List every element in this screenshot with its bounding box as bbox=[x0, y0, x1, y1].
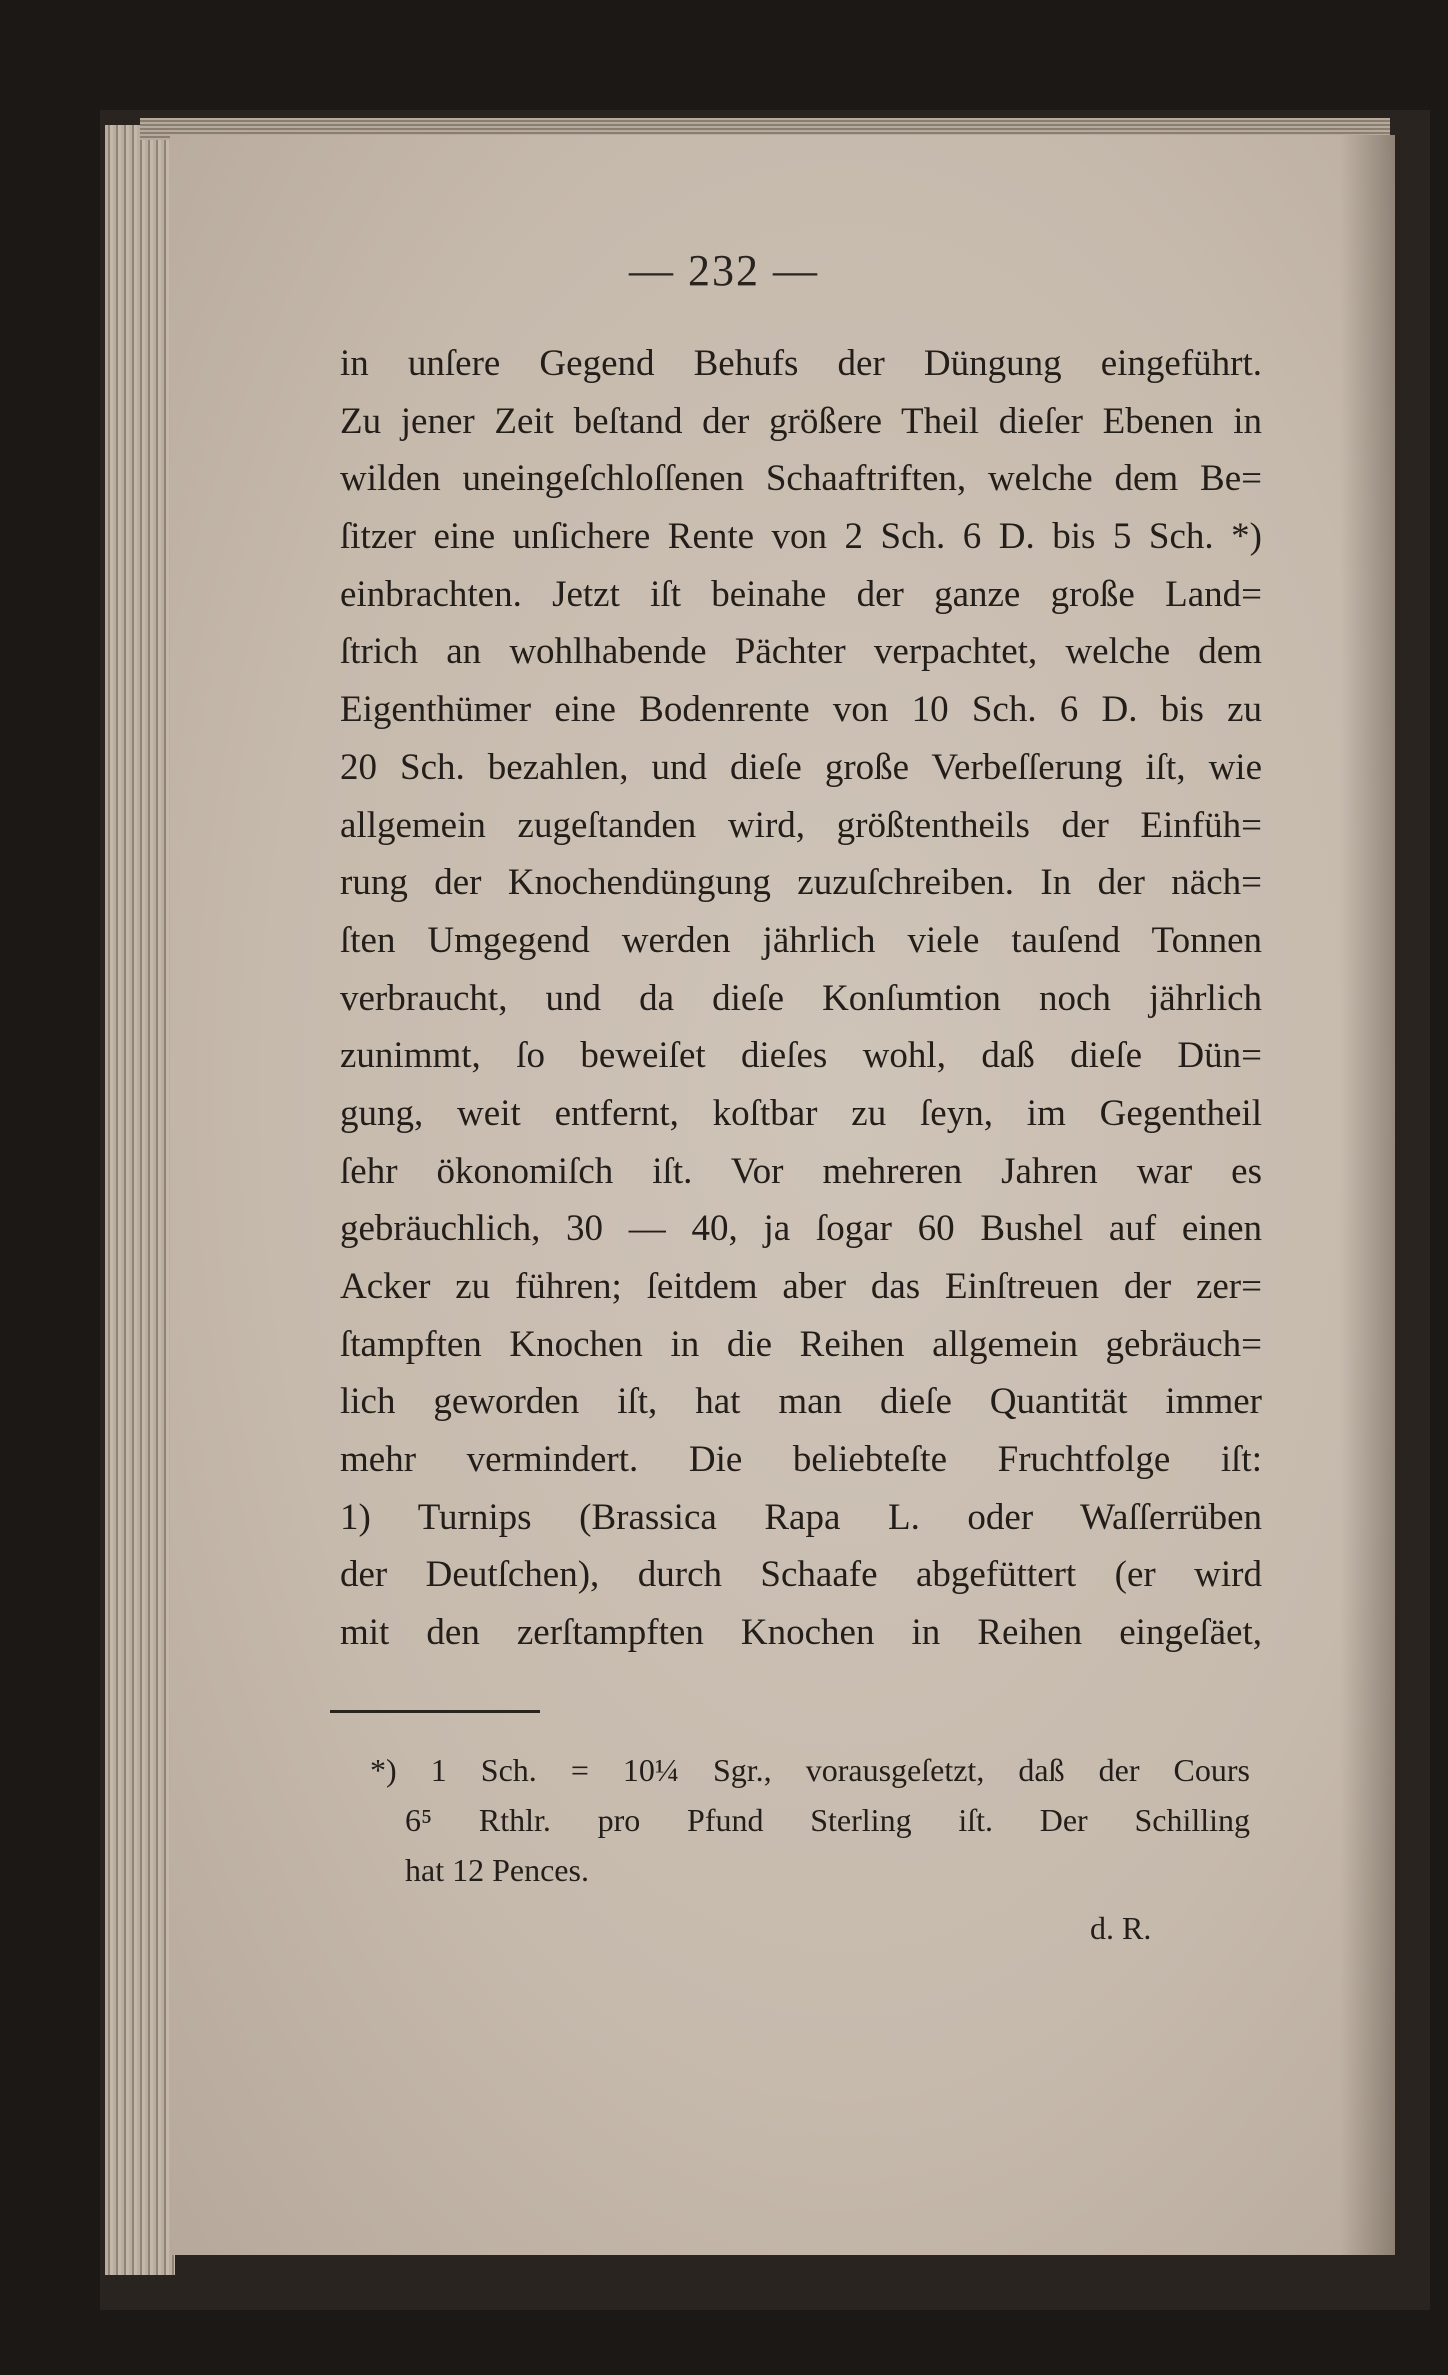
text-line-row bbox=[340, 1431, 1262, 1489]
text-line: gebräuchlich, 30 — 40, ja ſogar 60 Bushel auf einen bbox=[340, 1208, 1262, 1250]
text-line-row bbox=[340, 508, 1262, 566]
footnote-rule bbox=[330, 1710, 540, 1713]
text-line-row bbox=[340, 1604, 1262, 1662]
text-line: in unſere Gegend Behufs der Düngung eingeführt. bbox=[340, 343, 1262, 384]
text-line: verbraucht, und da dieſe Konſumtion noch jährlich bbox=[340, 977, 1262, 1019]
text-line-row bbox=[340, 1258, 1262, 1316]
footnote-line-row bbox=[370, 1845, 1250, 1895]
text-line-row bbox=[340, 1373, 1262, 1431]
footnote-line: *) 1 Sch. = 10¼ Sgr., vorausgeſetzt, daß der Cours bbox=[370, 1752, 1250, 1788]
text-line-row bbox=[340, 566, 1262, 624]
text-line-row bbox=[340, 797, 1262, 855]
text-line-row bbox=[340, 970, 1262, 1028]
text-line: allgemein zugeſtanden wird, größtentheils der Einfüh= bbox=[340, 804, 1262, 846]
text-line-row bbox=[340, 1143, 1262, 1201]
text-line-row bbox=[340, 335, 1262, 393]
text-line: rung der Knochendüngung zuzuſchreiben. In der näch= bbox=[340, 862, 1262, 904]
body-text bbox=[340, 335, 1262, 1662]
text-line: der Deutſchen), durch Schaafe abgefüttert (er wird bbox=[340, 1554, 1262, 1596]
text-line-row bbox=[340, 854, 1262, 912]
text-line: Acker zu führen; ſeitdem aber das Einſtreuen der zer= bbox=[340, 1266, 1262, 1307]
text-line-row bbox=[340, 623, 1262, 681]
footnote-line: hat 12 Pences. bbox=[405, 1852, 589, 1888]
text-line: wilden uneingeſchloſſenen Schaaftriften, welche dem Be= bbox=[340, 458, 1262, 500]
text-line: Zu jener Zeit beſtand der größere Theil dieſer Ebenen in bbox=[340, 400, 1262, 442]
text-line: ſehr ökonomiſch iſt. Vor mehreren Jahren war es bbox=[340, 1150, 1262, 1192]
page-number: — 232 — bbox=[629, 246, 819, 295]
footnote-line: 6⁵ Rthlr. pro Pfund Sterling iſt. Der Schilling bbox=[405, 1802, 1250, 1838]
text-line: 1) Turnips (Brassica Rapa L. oder Waſſerrüben bbox=[340, 1496, 1262, 1538]
text-line: lich geworden iſt, hat man dieſe Quantität immer bbox=[340, 1381, 1262, 1423]
footnote-line-row bbox=[370, 1745, 1250, 1795]
text-line: ſtrich an wohlhabende Pächter verpachtet, welche dem bbox=[340, 631, 1262, 673]
text-line-row bbox=[340, 912, 1262, 970]
text-line-row bbox=[340, 1085, 1262, 1143]
footnote bbox=[370, 1745, 1250, 1895]
text-line: mehr vermindert. Die beliebteſte Fruchtfolge iſt: bbox=[340, 1439, 1262, 1481]
text-line: einbrachten. Jetzt iſt beinahe der ganze große Land= bbox=[340, 573, 1262, 615]
text-line-row bbox=[340, 1027, 1262, 1085]
text-line: zunimmt, ſo beweiſet dieſes wohl, daß dieſe Dün= bbox=[340, 1035, 1262, 1077]
footnote-signature: d. R. bbox=[1090, 1910, 1152, 1946]
page-edges bbox=[105, 125, 175, 2275]
text-line: ſitzer eine unſichere Rente von 2 Sch. 6 D. bis 5 Sch. *) bbox=[340, 516, 1262, 558]
text-line-row bbox=[340, 1489, 1262, 1547]
text-line-row bbox=[340, 681, 1262, 739]
text-line: Eigenthümer eine Bodenrente von 10 Sch. 6 D. bis zu bbox=[340, 689, 1262, 731]
text-line-row bbox=[340, 1316, 1262, 1374]
text-line: ſtampften Knochen in die Reihen allgemein gebräuch= bbox=[340, 1323, 1262, 1365]
text-line: gung, weit entfernt, koſtbar zu ſeyn, im Gegentheil bbox=[340, 1092, 1262, 1134]
text-line-row bbox=[340, 1200, 1262, 1258]
text-line: mit den zerſtampften Knochen in Reihen eingeſäet, bbox=[340, 1612, 1262, 1654]
text-line-row bbox=[340, 393, 1262, 451]
footnote-line-row bbox=[370, 1795, 1250, 1845]
text-line-row bbox=[340, 450, 1262, 508]
text-line-row bbox=[340, 1546, 1262, 1604]
page-gutter-shadow bbox=[1340, 135, 1400, 2255]
text-line: ſten Umgegend werden jährlich viele tauſend Tonnen bbox=[340, 919, 1262, 961]
text-line: 20 Sch. bezahlen, und dieſe große Verbeſſerung iſt, wie bbox=[340, 746, 1262, 788]
text-line-row bbox=[340, 739, 1262, 797]
